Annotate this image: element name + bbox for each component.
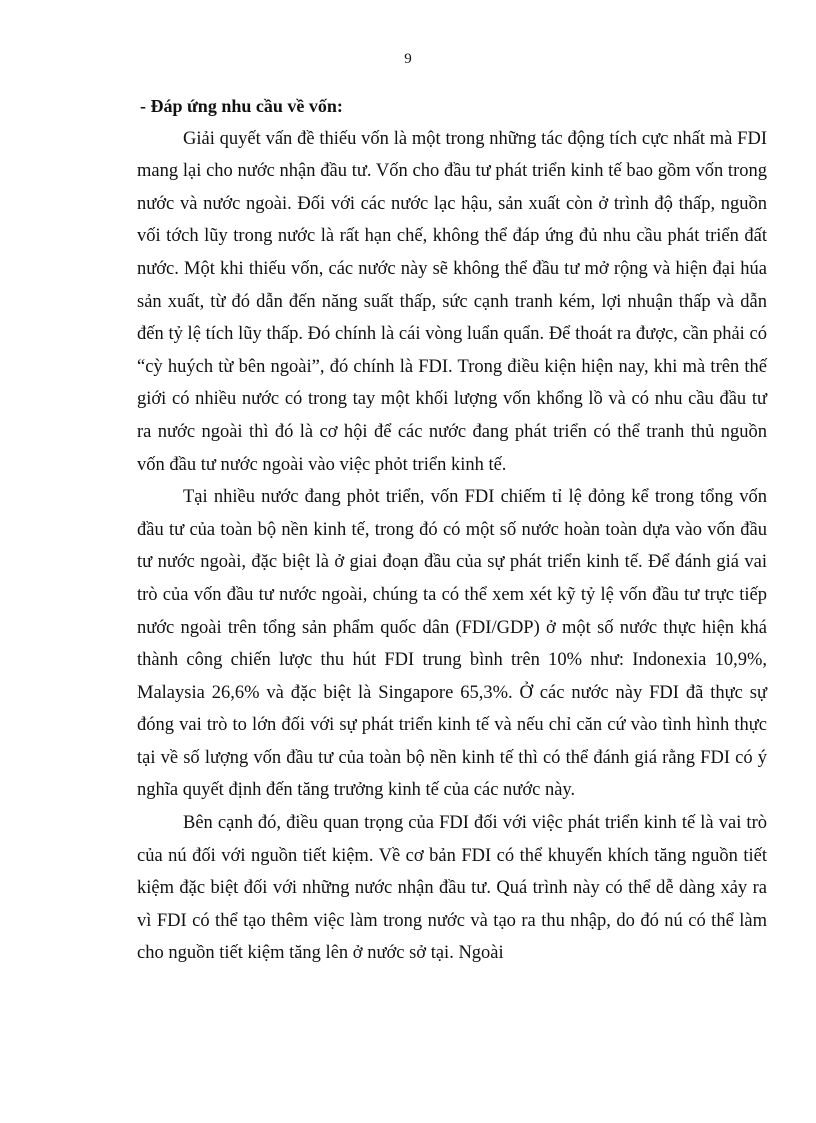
- section-heading: - Đáp ứng nhu cầu về vốn:: [140, 96, 343, 116]
- paragraph-2: Tại nhiều nước đang phỏt triển, vốn FDI chiếm tỉ lệ đỏng kể trong tổng vốn đầu tư của toàn bộ nền kinh tế, trong đó có một số nước hoàn toàn dựa vào vốn đầu tư nước ngoài, đặc biệt là ở giai đoạn đầu của sự phát triển kinh tế. Để đánh giá vai trò của vốn đầu tư nước ngoài, chúng ta có thể xem xét kỹ tỷ lệ vốn đầu tư trực tiếp nước ngoài trên tổng sản phẩm quốc dân (FDI/GDP) ở một số nước thực hiện khá thành công chiến lược thu hút FDI trung bình trên 10% như: Indonexia 10,9%, Malaysia 26,6% và đặc biệt là Singapore 65,3%. Ở các nước này FDI đã thực sự đóng vai trò to lớn đối với sự phát triển kinh tế và nếu chỉ căn cứ vào tình hình thực tại về số lượng vốn đầu tư của toàn bộ nền kinh tế thì có thể đánh giá rằng FDI có ý nghĩa quyết định đến tăng trưởng kinh tế của các nước này.: [137, 487, 767, 801]
- paragraph-3: Bên cạnh đó, điều quan trọng của FDI đối với việc phát triển kinh tế là vai trò của nú đối với nguồn tiết kiệm. Về cơ bản FDI có thể khuyến khích tăng nguồn tiết kiệm đặc biệt đối với những nước nhận đầu tư. Quá trình này có thể dễ dàng xảy ra vì FDI có thể tạo thêm việc làm trong nước và tạo ra thu nhập, do đó nú có thể làm cho nguồn tiết kiệm tăng lên ở nước sở tại. Ngoài: [137, 813, 767, 964]
- paragraph-1: Giải quyết vấn đề thiếu vốn là một trong những tác động tích cực nhất mà FDI mang lại cho nước nhận đầu tư. Vốn cho đầu tư phát triển kinh tế bao gồm vốn trong nước và nước ngoài. Đối với các nước lạc hậu, sản xuất còn ở trình độ thấp, nguồn vối tớch lũy trong nước là rất hạn chế, không thể đáp ứng đủ nhu cầu phát triển đất nước. Một khi thiếu vốn, các nước này sẽ không thể đầu tư mở rộng và hiện đại húa sản xuất, từ đó dẫn đến năng suất thấp, sức cạnh tranh kém, lợi nhuận thấp và dẫn đến tỷ lệ tích lũy thấp. Đó chính là cái vòng luẩn quẩn. Để thoát ra được, cần phải có “cỳ huých từ bên ngoài”, đó chính là FDI. Trong điều kiện hiện nay, khi mà trên thế giới có nhiều nước có trong tay một khối lượng vốn khổng lồ và có nhu cầu đầu tư ra nước ngoài thì đó là cơ hội để các nước đang phát triển có thể tranh thủ nguồn vốn đầu tư nước ngoài vào việc phỏt triển kinh tế.: [137, 128, 767, 475]
- page-number: 9: [404, 51, 412, 67]
- document-body: [137, 90, 767, 970]
